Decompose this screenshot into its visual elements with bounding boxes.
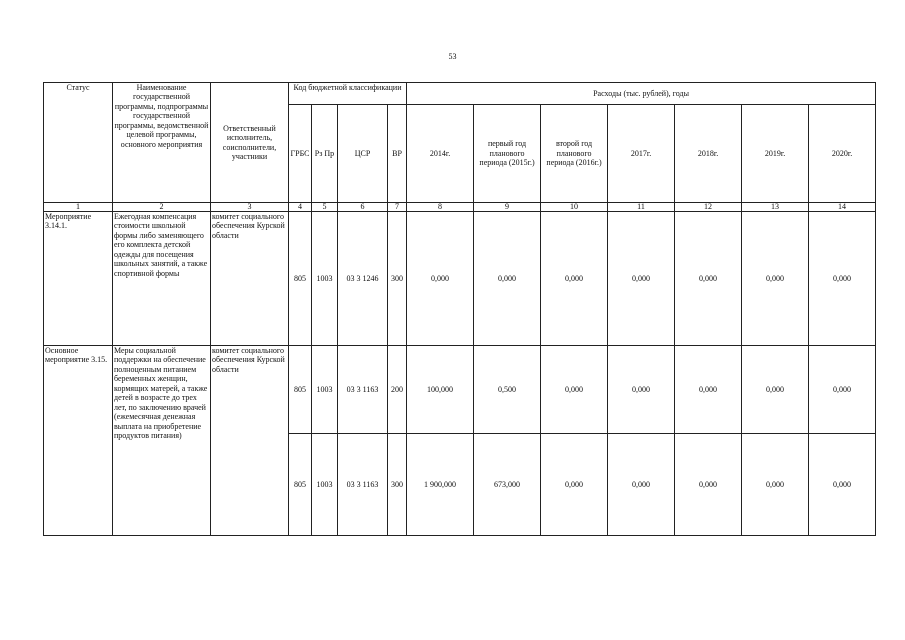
header-year-2019: 2019г. bbox=[742, 105, 809, 203]
header-year-2017: 2017г. bbox=[608, 105, 675, 203]
row-value-2014: 0,000 bbox=[407, 212, 474, 346]
column-number: 8 bbox=[407, 203, 474, 212]
row-rzpr: 1003 bbox=[312, 346, 338, 434]
column-number-row bbox=[44, 203, 876, 212]
header-responsible: Ответственный исполнитель, соисполнители, участники bbox=[211, 83, 289, 203]
row-value-2016: 0,000 bbox=[541, 434, 608, 536]
column-number: 13 bbox=[742, 203, 809, 212]
header-year-2014: 2014г. bbox=[407, 105, 474, 203]
header-year-2020: 2020г. bbox=[809, 105, 876, 203]
row-value-2015: 0,500 bbox=[474, 346, 541, 434]
row-value-2015: 0,000 bbox=[474, 212, 541, 346]
row-vr: 200 bbox=[388, 346, 407, 434]
row-value-2020: 0,000 bbox=[809, 212, 876, 346]
row-grbs: 805 bbox=[289, 346, 312, 434]
row-value-2020: 0,000 bbox=[809, 434, 876, 536]
column-number: 4 bbox=[289, 203, 312, 212]
row-vr: 300 bbox=[388, 212, 407, 346]
column-number: 12 bbox=[675, 203, 742, 212]
header-name: Наименование государственной программы, подпрограммы государственной программы, ведомственной целевой программы, основного мероприятия bbox=[113, 83, 211, 203]
row-value-2016: 0,000 bbox=[541, 212, 608, 346]
row-value-2015: 673,000 bbox=[474, 434, 541, 536]
header-grbs: ГРБС bbox=[289, 105, 312, 203]
row-value-2017: 0,000 bbox=[608, 346, 675, 434]
row-value-2014: 100,000 bbox=[407, 346, 474, 434]
row-csr: 03 3 1163 bbox=[338, 434, 388, 536]
header-expenses: Расходы (тыс. рублей), годы bbox=[407, 83, 876, 105]
header-vr: ВР bbox=[388, 105, 407, 203]
column-number: 3 bbox=[211, 203, 289, 212]
header-status: Статус bbox=[44, 83, 113, 203]
row-value-2017: 0,000 bbox=[608, 212, 675, 346]
header-csr: ЦСР bbox=[338, 105, 388, 203]
row-responsible: комитет социального обеспечения Курской области bbox=[211, 346, 289, 536]
column-number: 11 bbox=[608, 203, 675, 212]
row-name: Ежегодная компенсация стоимости школьной формы либо заменяющего его комплекта детской одежды для посещения школьных занятий, а также спортивной формы bbox=[113, 212, 211, 346]
row-grbs: 805 bbox=[289, 212, 312, 346]
header-year-2015: первый год планового периода (2015г.) bbox=[474, 105, 541, 203]
row-vr: 300 bbox=[388, 434, 407, 536]
row-csr: 03 3 1246 bbox=[338, 212, 388, 346]
row-rzpr: 1003 bbox=[312, 212, 338, 346]
column-number: 1 bbox=[44, 203, 113, 212]
row-value-2018: 0,000 bbox=[675, 346, 742, 434]
row-name: Меры социальной поддержки на обеспечение полноценным питанием беременных женщин, кормящих матерей, а также детей в возрасте до трех лет, по заключению врачей (ежемесячная денежная выплата на приобретение продуктов питания) bbox=[113, 346, 211, 536]
row-rzpr: 1003 bbox=[312, 434, 338, 536]
header-budget-code: Код бюджетной классификации bbox=[289, 83, 407, 105]
row-value-2019: 0,000 bbox=[742, 434, 809, 536]
row-value-2018: 0,000 bbox=[675, 434, 742, 536]
header-year-2016: второй год планового периода (2016г.) bbox=[541, 105, 608, 203]
column-number: 5 bbox=[312, 203, 338, 212]
row-status: Мероприятие 3.14.1. bbox=[44, 212, 113, 346]
row-csr: 03 3 1163 bbox=[338, 346, 388, 434]
row-status: Основное мероприятие 3.15. bbox=[44, 346, 113, 536]
row-value-2014: 1 900,000 bbox=[407, 434, 474, 536]
row-value-2017: 0,000 bbox=[608, 434, 675, 536]
table-row bbox=[44, 212, 876, 346]
budget-table bbox=[43, 82, 876, 536]
column-number: 14 bbox=[809, 203, 876, 212]
row-value-2020: 0,000 bbox=[809, 346, 876, 434]
column-number: 6 bbox=[338, 203, 388, 212]
header-rzpr: Рз Пр bbox=[312, 105, 338, 203]
column-number: 2 bbox=[113, 203, 211, 212]
row-value-2019: 0,000 bbox=[742, 346, 809, 434]
header-year-2018: 2018г. bbox=[675, 105, 742, 203]
row-value-2016: 0,000 bbox=[541, 346, 608, 434]
column-number: 9 bbox=[474, 203, 541, 212]
row-responsible: комитет социального обеспечения Курской области bbox=[211, 212, 289, 346]
page-number: 53 bbox=[448, 52, 457, 61]
row-value-2019: 0,000 bbox=[742, 212, 809, 346]
row-value-2018: 0,000 bbox=[675, 212, 742, 346]
table-row bbox=[44, 346, 876, 434]
column-number: 10 bbox=[541, 203, 608, 212]
column-number: 7 bbox=[388, 203, 407, 212]
row-grbs: 805 bbox=[289, 434, 312, 536]
